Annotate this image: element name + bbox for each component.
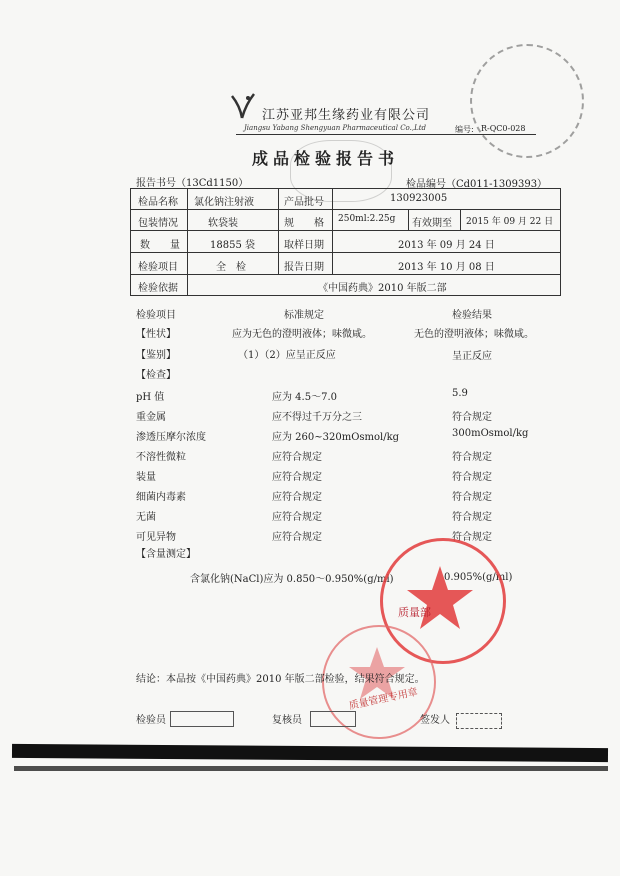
assay-standard: 含氯化钠(NaCl)应为 0.850～0.950%(g/ml): [190, 574, 394, 585]
doc-number: R-QC0-028: [481, 124, 526, 133]
gray-seal-top-right: [470, 44, 584, 158]
check-standard: 应为 260~320mOsmol/kg: [272, 432, 400, 443]
check-standard: 应符合规定: [272, 472, 322, 483]
doc-number-label: 编号:: [455, 125, 474, 134]
check-standard: 应符合规定: [272, 492, 322, 503]
cell-expiry: 2015 年 09 月 22 日: [466, 217, 554, 227]
check-standard: 应符合规定: [272, 452, 322, 463]
check-item: 装量: [136, 472, 156, 483]
sig-inspector-mark: [170, 711, 234, 727]
check-standard: 应符合规定: [272, 532, 322, 543]
conclusion: 结论：本品按《中国药典》2010 年版二部检验，结果符合规定。: [136, 674, 425, 685]
check-item: 无菌: [136, 512, 156, 523]
check-item: 细菌内毒素: [136, 492, 186, 503]
assay-result: 0.905%(g/ml): [444, 572, 513, 583]
section-appearance: 【性状】: [136, 329, 176, 340]
sig-label-reviewer: 复核员: [272, 715, 302, 726]
cell-label-quantity: 数 量: [140, 240, 180, 251]
identification-result: 呈正反应: [452, 351, 492, 362]
check-item: 重金属: [136, 412, 166, 423]
check-result: 符合规定: [452, 512, 492, 523]
company-logo-icon: [228, 92, 260, 125]
cell-product-name: 氯化钠注射液: [194, 197, 254, 208]
appearance-result: 无色的澄明液体；味微咸。: [414, 329, 534, 340]
check-item: pH 值: [136, 392, 165, 403]
cell-label-packaging: 包装情况: [138, 218, 178, 229]
company-name: 江苏亚邦生缘药业有限公司: [262, 108, 431, 123]
sig-label-inspector: 检验员: [136, 715, 166, 726]
cell-spec: 250ml:2.25g: [338, 214, 396, 224]
check-standard: 应符合规定: [272, 512, 322, 523]
check-result: 符合规定: [452, 472, 492, 483]
cell-report-date: 2013 年 10 月 08 日: [398, 262, 495, 273]
cell-label-spec: 规 格: [284, 218, 324, 229]
appearance-standard: 应为无色的澄明液体；味微咸。: [232, 329, 372, 340]
identification-standard: （1）（2）应呈正反应: [238, 350, 336, 361]
scan-black-bar-thin: [14, 766, 608, 771]
col-header-item: 检验项目: [136, 310, 176, 321]
cell-test-items: 全 检: [216, 262, 246, 273]
check-result: 5.9: [452, 388, 468, 399]
check-standard: 应为 4.5～7.0: [272, 392, 337, 403]
cell-label-basis: 检验依据: [138, 283, 178, 294]
scan-black-bar: [12, 744, 608, 762]
report-number: 报告书号（13Cd1150）: [136, 178, 249, 189]
check-result: 符合规定: [452, 412, 492, 423]
seal-text-quality: 质量部: [398, 606, 431, 619]
cell-packaging: 软袋装: [208, 218, 238, 229]
sig-reviewer-mark: [310, 711, 356, 727]
cell-label-report-date: 报告日期: [284, 262, 324, 273]
cell-quantity: 18855 袋: [210, 240, 255, 251]
check-result: 符合规定: [452, 452, 492, 463]
cell-basis: 《中国药典》2010 年版二部: [318, 283, 447, 294]
check-result: 300mOsmol/kg: [452, 428, 529, 439]
cell-label-test-items: 检验项目: [138, 262, 178, 273]
col-header-standard: 标准规定: [284, 310, 324, 321]
check-result: 符合规定: [452, 532, 492, 543]
seal-text-qa: 质量管理专用章: [348, 686, 419, 713]
cell-label-sampling-date: 取样日期: [284, 240, 324, 251]
section-assay: 【含量测定】: [136, 549, 196, 560]
header-divider: [236, 134, 536, 135]
sig-label-issuer: 签发人: [420, 715, 450, 726]
section-examination: 【检查】: [136, 370, 176, 381]
cell-batch: 130923005: [390, 193, 448, 204]
col-header-result: 检验结果: [452, 310, 492, 321]
cell-sampling-date: 2013 年 09 月 24 日: [398, 240, 495, 251]
check-result: 符合规定: [452, 492, 492, 503]
info-table: [130, 188, 560, 296]
sig-issuer-mark: [456, 713, 502, 729]
page-title: 成品检验报告书: [252, 149, 400, 168]
section-identification: 【鉴别】: [136, 350, 176, 361]
check-item: 不溶性微粒: [136, 452, 186, 463]
company-name-en: Jiangsu Yabang Shengyuan Pharmaceutical Co.,Ltd: [244, 124, 427, 132]
cell-label-batch: 产品批号: [284, 197, 324, 208]
check-item: 可见异物: [136, 532, 176, 543]
check-item: 渗透压摩尔浓度: [136, 432, 206, 443]
sample-number: 检品编号（Cd011-1309393）: [406, 179, 548, 190]
cell-label-product-name: 检品名称: [138, 197, 178, 208]
cell-label-expiry: 有效期至: [412, 218, 452, 229]
check-standard: 应不得过千万分之三: [272, 412, 362, 423]
